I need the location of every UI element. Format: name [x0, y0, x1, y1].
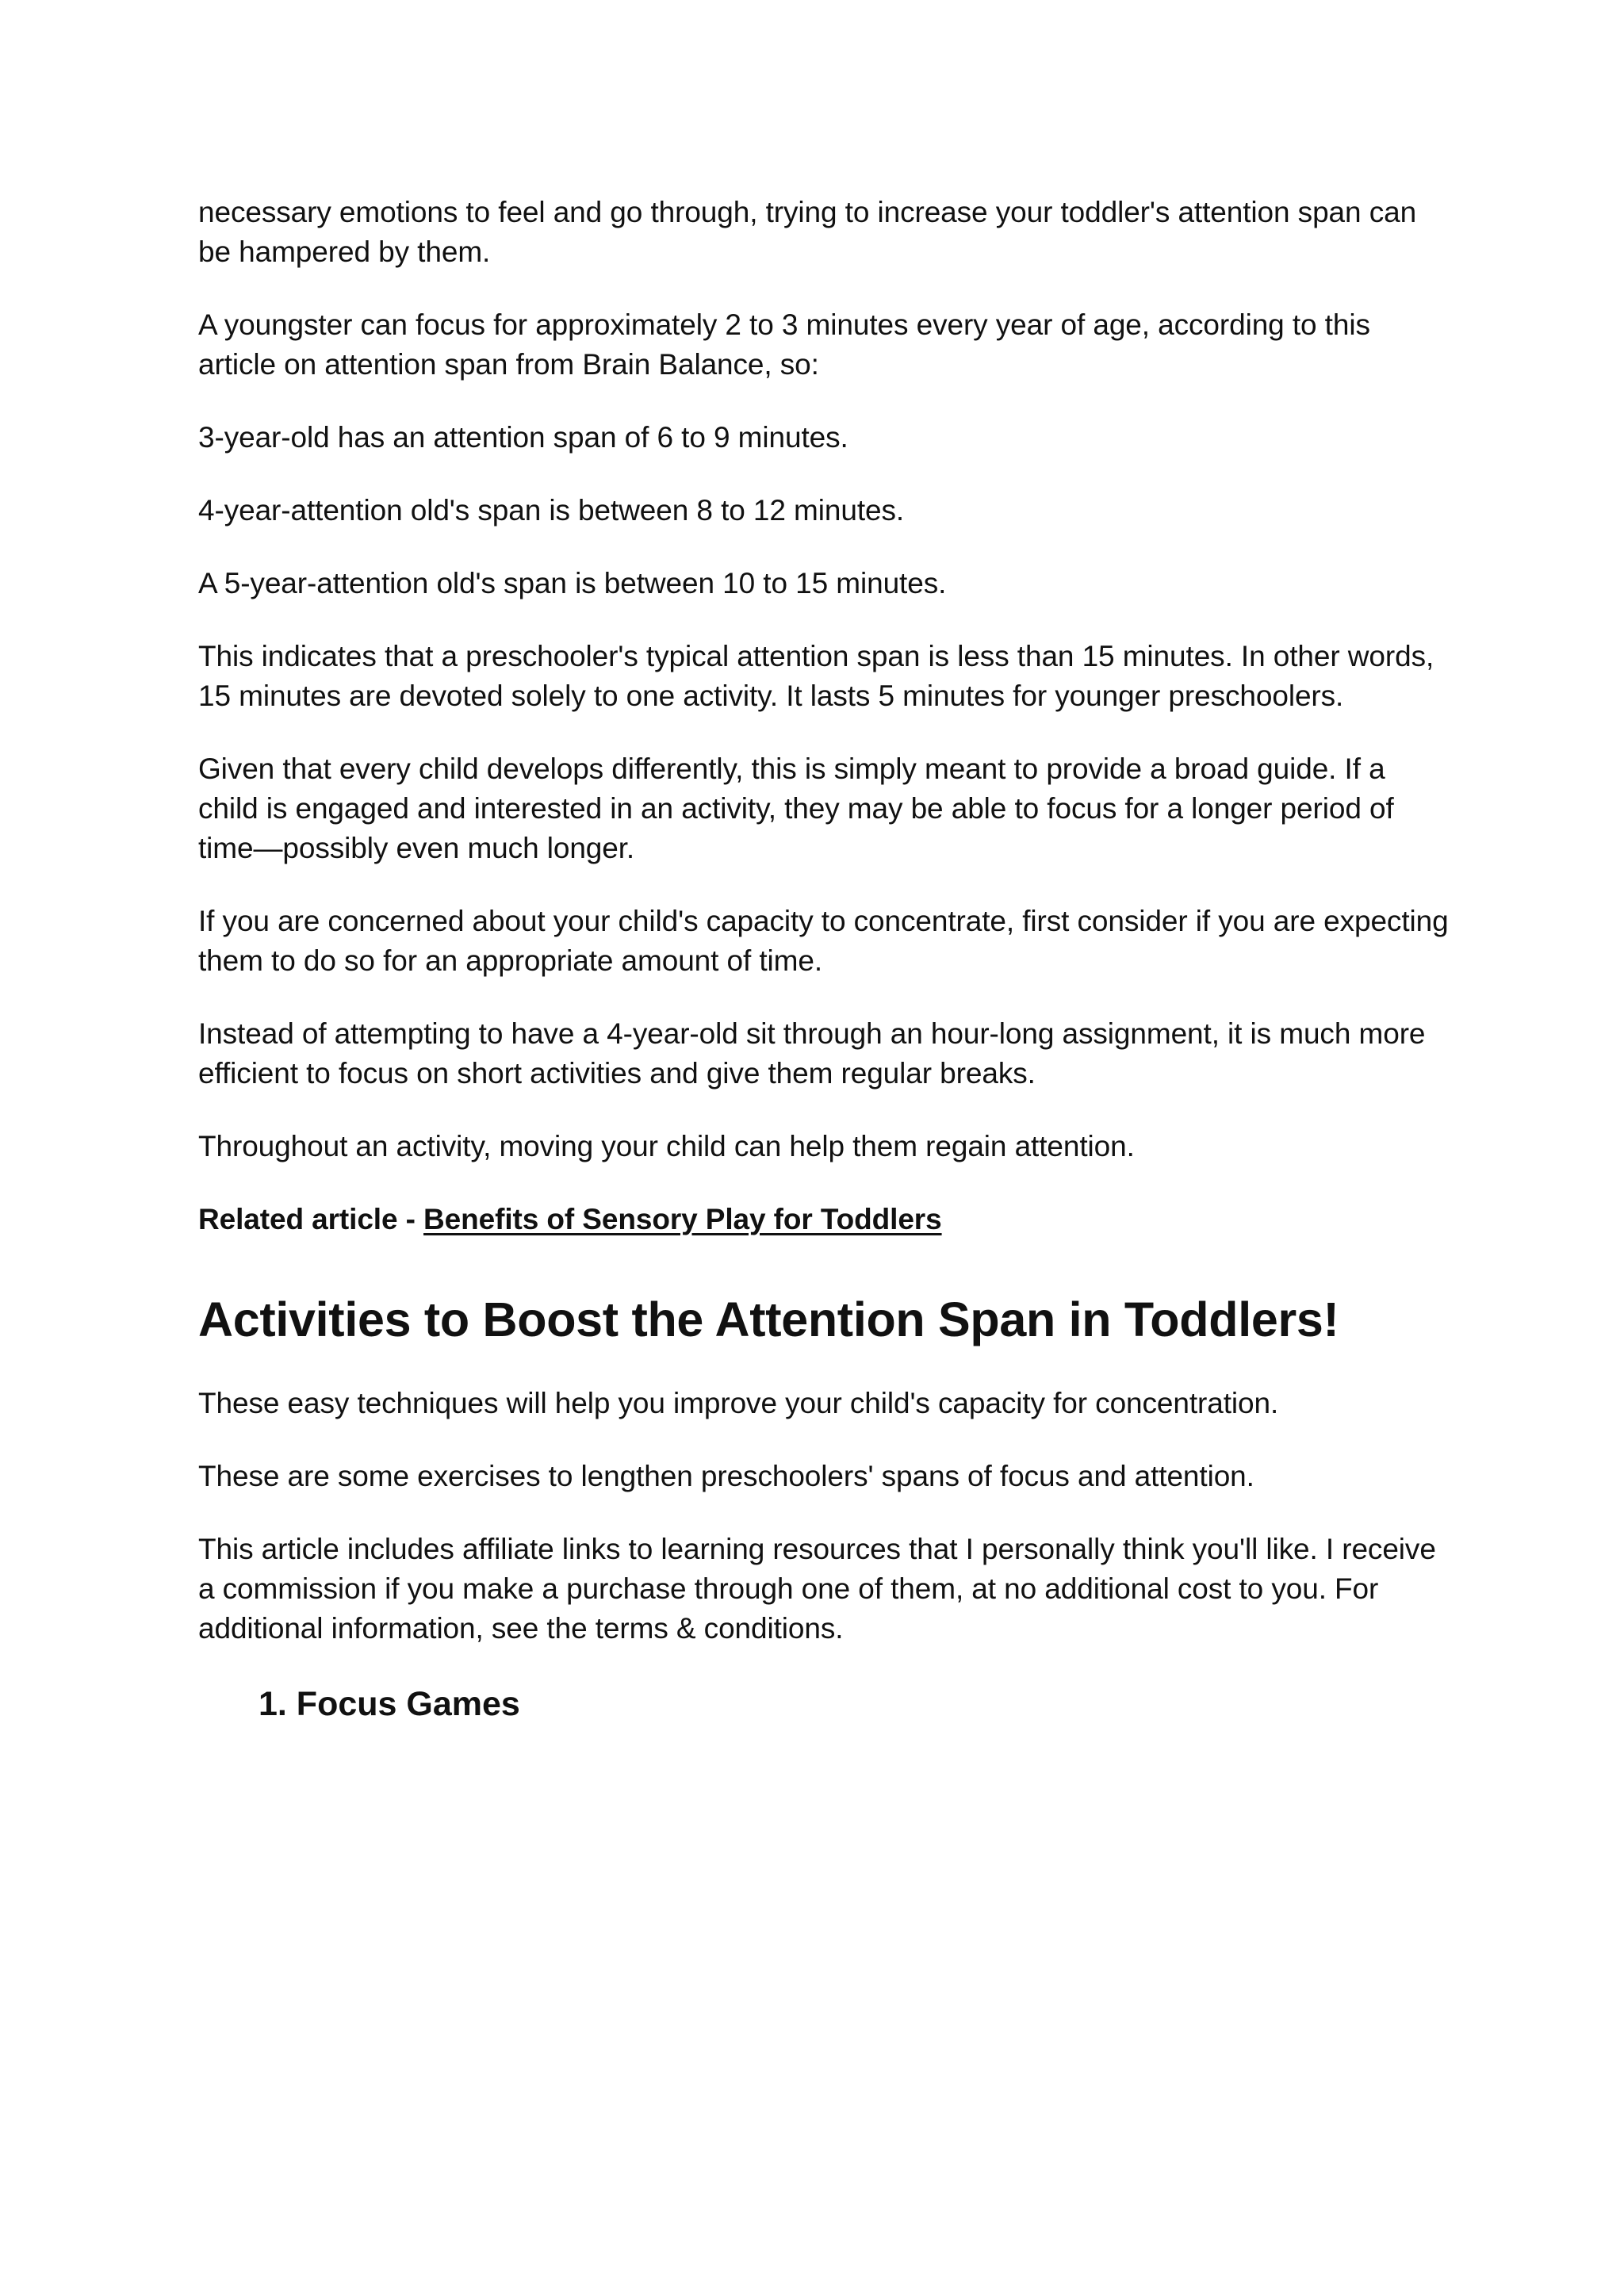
paragraph-preschooler-span: This indicates that a preschooler's typical attention span is less than 15 minutes. In other words, 15 minutes are devoted solely to one activity. It lasts 5 minutes for younger preschoolers.	[198, 640, 1434, 712]
paragraph-exercises: These are some exercises to lengthen preschoolers' spans of focus and attention.	[198, 1460, 1254, 1492]
section-heading: Activities to Boost the Attention Span in Toddlers!	[198, 1293, 1339, 1346]
paragraph-moving-child: Throughout an activity, moving your child can help them regain attention.	[198, 1130, 1135, 1162]
paragraph-easy-techniques: These easy techniques will help you improve your child's capacity for concentration.	[198, 1387, 1279, 1419]
subheading-focus-games: 1. Focus Games	[259, 1685, 520, 1723]
paragraph-short-activities: Instead of attempting to have a 4-year-old sit through an hour-long assignment, it is much more efficient to focus on short activities and give them regular breaks.	[198, 1017, 1426, 1090]
paragraph-emotions: necessary emotions to feel and go through, trying to increase your toddler's attention span can be hampered by them.	[198, 196, 1417, 268]
related-article-link[interactable]: Benefits of Sensory Play for Toddlers	[423, 1203, 942, 1235]
paragraph-affiliate-disclosure: This article includes affiliate links to learning resources that I personally think you'll like. I receive a commission if you make a purchase through one of them, at no additional cost to you. For additional information, see the terms & conditions.	[198, 1533, 1436, 1645]
paragraph-broad-guide: Given that every child develops differently, this is simply meant to provide a broad guide. If a child is engaged and interested in an activity, they may be able to focus for a longer period of time—possibly even much longer.	[198, 753, 1394, 864]
paragraph-4-year-old: 4-year-attention old's span is between 8 to 12 minutes.	[198, 494, 905, 527]
document-page	[198, 193, 1451, 1726]
related-article	[198, 1200, 1451, 1239]
related-article-prefix: Related article -	[198, 1203, 424, 1235]
paragraph-focus-per-year: A youngster can focus for approximately 2 to 3 minutes every year of age, according to this article on attention span from Brain Balance, so:	[198, 308, 1370, 381]
paragraph-5-year-old: A 5-year-attention old's span is between 10 to 15 minutes.	[198, 567, 947, 599]
paragraph-3-year-old: 3-year-old has an attention span of 6 to 9 minutes.	[198, 421, 848, 454]
paragraph-concerned: If you are concerned about your child's capacity to concentrate, first consider if you are expecting them to do so for an appropriate amount of time.	[198, 905, 1449, 977]
